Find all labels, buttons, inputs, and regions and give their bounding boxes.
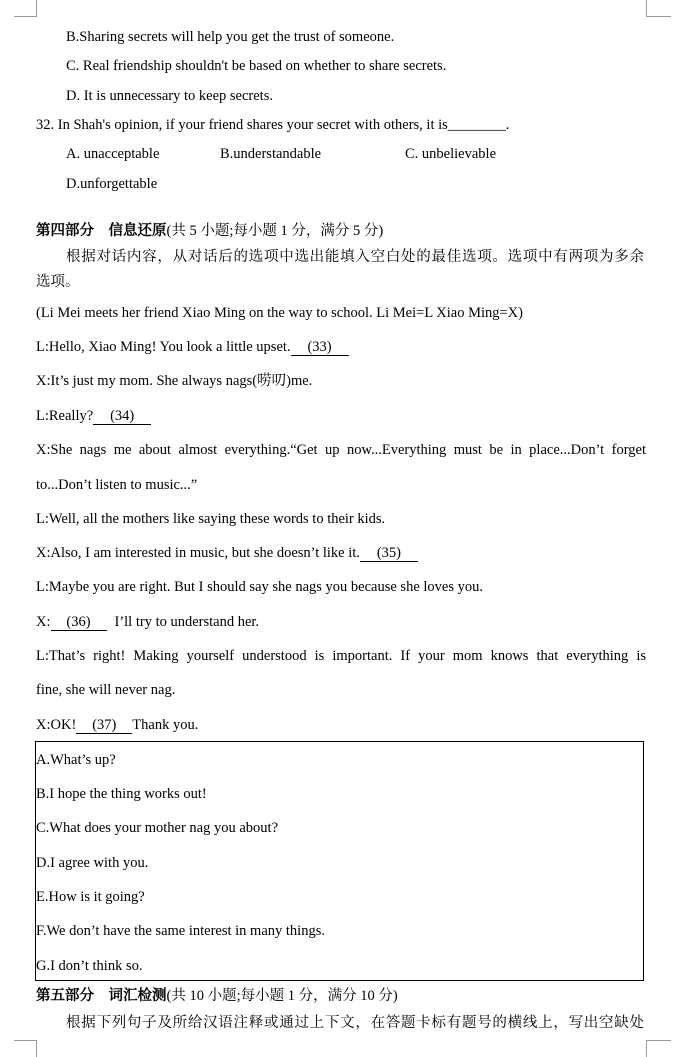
option-b: B.I hope the thing works out!: [36, 786, 207, 802]
q32-option-a: A. unacceptable: [66, 146, 160, 162]
crop-mark-bottom-left: [14, 1040, 37, 1057]
q32-end: .: [505, 117, 510, 133]
crop-mark-top-left: [14, 0, 37, 17]
q31-option-b: B.Sharing secrets will help you get the trust of someone.: [66, 29, 395, 45]
q32-option-b: B.understandable: [220, 146, 322, 162]
option-a: A.What’s up?: [36, 752, 116, 768]
dialogue-line-10-end: Thank you.: [132, 717, 199, 733]
option-f: F.We don’t have the same interest in many things.: [36, 923, 325, 939]
part4-note: (共 5 小题;每小题 1 分，满分 5 分): [166, 223, 384, 239]
part4-instruction-line2: 选项。: [36, 274, 80, 290]
dialogue-line-8-text: I’ll try to understand her.: [114, 614, 260, 630]
q31-option-d: D. It is unnecessary to keep secrets.: [66, 88, 273, 104]
dialogue-line-10: [36, 716, 198, 734]
crop-mark-top-right: [646, 0, 671, 17]
dialogue-line-3: [36, 407, 151, 425]
part4-instruction-line1: 根据对话内容，从对话后的选项中选出能填入空白处的最佳选项。选项中有两项为多余: [66, 249, 644, 265]
dialogue-line-1-text: L:Hello, Xiao Ming! You look a little upset.: [36, 339, 291, 355]
blank-34[interactable]: (34): [93, 408, 151, 425]
part5-header: [36, 987, 398, 1005]
q32-blank: ________: [447, 117, 506, 133]
dialogue-line-5: L:Well, all the mothers like saying these words to their kids.: [36, 511, 386, 527]
option-c: C.What does your mother nag you about?: [36, 820, 279, 836]
option-e: E.How is it going?: [36, 889, 145, 905]
blank-35[interactable]: (35): [360, 545, 418, 562]
part5-note: (共 10 小题;每小题 1 分，满分 10 分): [166, 988, 398, 1004]
q32-question: [36, 116, 509, 134]
part4-heading: 第四部分 信息还原: [36, 223, 167, 239]
dialogue-line-10-text: X:OK!: [36, 717, 77, 733]
dialogue-line-1: [36, 338, 349, 356]
part5-heading: 第五部分 词汇检测: [36, 988, 167, 1004]
dialogue-line-4b: to...Don’t listen to music...”: [36, 477, 198, 493]
part4-header: [36, 222, 383, 240]
dialogue-line-9a: L:That’s right! Making yourself understood is important. If your mom knows that everything is: [36, 648, 646, 664]
crop-mark-bottom-right: [646, 1040, 671, 1057]
q32-stem: 32. In Shah's opinion, if your friend shares your secret with others, it is: [36, 117, 448, 133]
dialogue-line-6-text: X:Also, I am interested in music, but she doesn’t like it.: [36, 545, 360, 561]
dialogue-line-8-speaker: X:: [36, 614, 51, 630]
dialogue-line-3-text: L:Really?: [36, 408, 94, 424]
q31-option-c: C. Real friendship shouldn't be based on whether to share secrets.: [66, 58, 447, 74]
dialogue-line-9b: fine, she will never nag.: [36, 682, 176, 698]
dialogue-line-7: L:Maybe you are right. But I should say she nags you because she loves you.: [36, 579, 483, 595]
blank-37[interactable]: (37): [76, 717, 132, 734]
q32-option-c: C. unbelievable: [405, 146, 497, 162]
option-g: G.I don’t think so.: [36, 958, 143, 974]
dialogue-line-6: [36, 544, 418, 562]
dialogue-line-2: X:It’s just my mom. She always nags(唠叨)me.: [36, 373, 313, 389]
blank-33[interactable]: (33): [291, 339, 349, 356]
option-d: D.I agree with you.: [36, 855, 149, 871]
part5-instruction-line1: 根据下列句子及所给汉语注释或通过上下文，在答题卡标有题号的横线上，写出空缺处: [66, 1015, 644, 1031]
dialogue-line-4a: X:She nags me about almost everything.“Get up now...Everything must be in place...Don’t forget: [36, 442, 646, 458]
dialogue-line-8: [36, 613, 259, 631]
blank-36[interactable]: (36): [51, 614, 107, 631]
dialogue-intro: (Li Mei meets her friend Xiao Ming on the way to school. Li Mei=L Xiao Ming=X): [36, 305, 523, 321]
q32-option-d: D.unforgettable: [66, 176, 158, 192]
